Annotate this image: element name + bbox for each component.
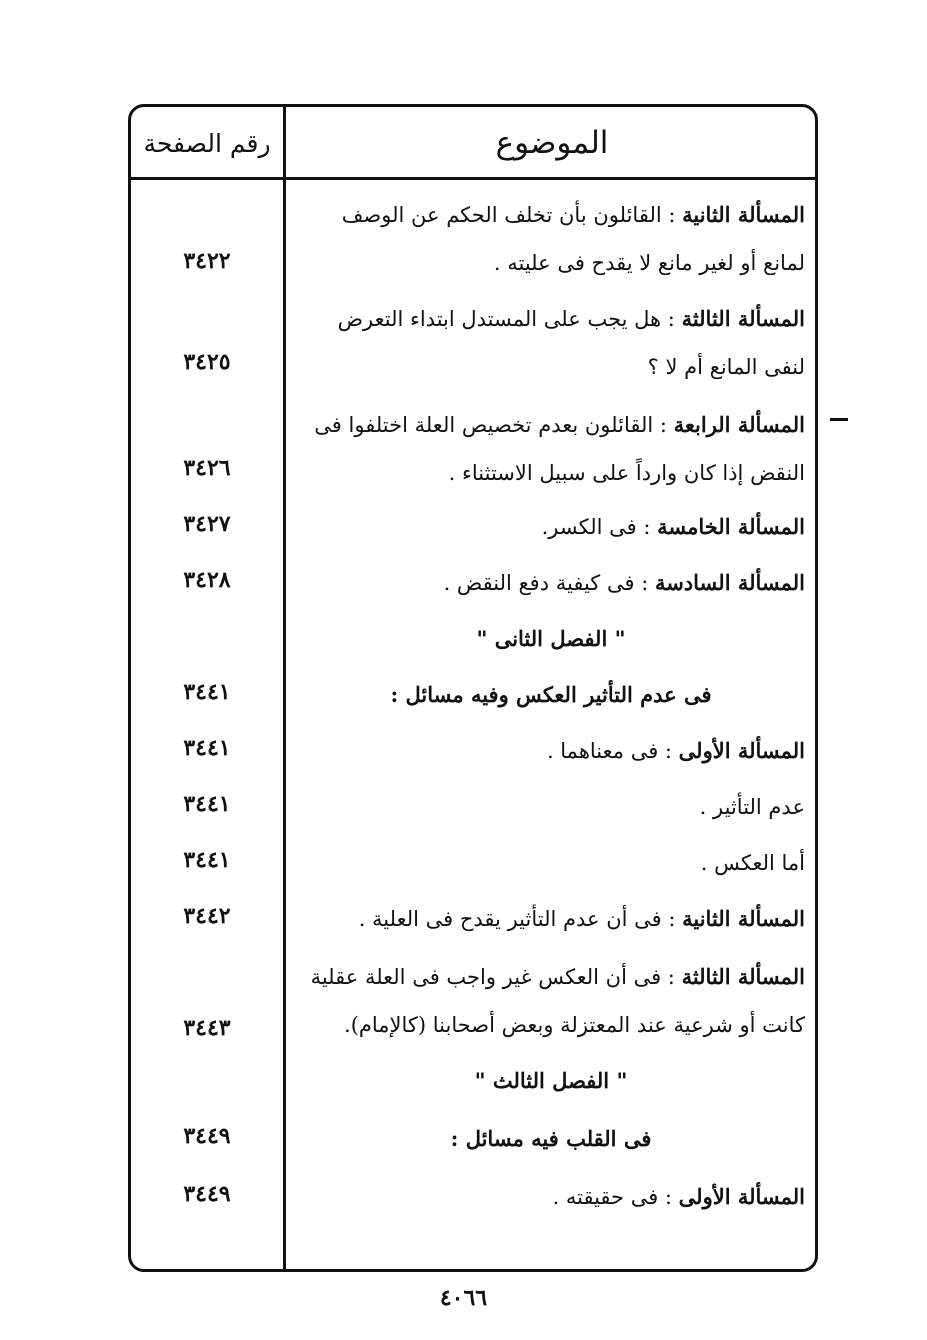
section-title: " الفصل الثالث " [474,1068,628,1093]
toc-label: المسألة الثالثة [681,306,805,331]
toc-page-number: ٣٤٢٦ [183,455,231,481]
toc-label: المسألة الثانية [682,906,805,931]
toc-topic-line: كانت أو شرعية عند المعتزلة وبعض أصحابنا (كالإمام). [344,1013,805,1037]
toc-label: المسألة الثالثة [681,964,805,989]
section-subtitle: فى القلب فيه مسائل : [450,1126,652,1151]
toc-label: المسألة الرابعة [673,412,805,437]
toc-label: المسألة السادسة [654,570,805,595]
toc-topic-line: لمانع أو لغير مانع لا يقدح فى عليته . [493,251,805,275]
toc-page-number: ٣٤٤٣ [183,1015,231,1041]
toc-topic-line: لنفى المانع أم لا ؟ [647,355,805,379]
toc-topic-line: النقض إذا كان وارداً على سبيل الاستثناء . [448,461,805,485]
toc-page-number: ٣٤٢٧ [183,511,231,537]
toc-topic-line: المسألة السادسة : فى كيفية دفع النقض . [443,570,805,595]
toc-topic-line: المسألة الأولى : فى معناهما . [546,738,805,763]
toc-page-number: ٣٤٤٢ [183,903,231,929]
toc-topic-line: المسألة الرابعة : القائلون بعدم تخصيص العلة اختلفوا فى [314,412,805,437]
toc-topic-line: المسألة الأولى : فى حقيقته . [552,1184,805,1209]
section-subtitle: فى عدم التأثير العكس وفيه مسائل : [390,682,712,707]
toc-label: المسألة الخامسة [657,514,805,539]
toc-page-number: ٣٤٤٩ [183,1181,231,1207]
toc-page-number: ٣٤٤٩ [183,1123,231,1149]
toc-label: المسألة الأولى [678,738,805,763]
header-topic: الموضوع [495,125,609,161]
toc-topic-line: المسألة الثالثة : فى أن العكس غير واجب فى العلة عقلية [310,964,805,989]
header-page-number: رقم الصفحة [143,128,271,158]
toc-page-number: ٣٤٤١ [183,679,231,705]
toc-label: المسألة الثانية [682,202,805,227]
toc-page-number: ٣٤٢٥ [183,349,231,375]
toc-topic-line: المسألة الثانية : فى أن عدم التأثير يقدح فى العلية . [358,906,805,931]
toc-page-number: ٣٤٢٨ [183,567,231,593]
toc-page-number: ٣٤٤١ [183,791,231,817]
section-title: " الفصل الثانى " [476,626,626,651]
margin-mark [830,418,848,421]
toc-topic-line: المسألة الثانية : القائلون بأن تخلف الحكم عن الوصف [341,202,805,227]
toc-page-number: ٣٤٤١ [183,735,231,761]
toc-table [128,104,818,1272]
column-divider [283,107,286,1269]
toc-topic-line: المسألة الثالثة : هل يجب على المستدل ابتداء التعرض [337,306,805,331]
header-rule [131,177,815,180]
toc-topic-line: المسألة الخامسة : فى الكسر. [541,514,805,539]
toc-label: المسألة الأولى [678,1184,805,1209]
toc-topic-line: عدم التأثير . [699,795,805,819]
page-number: ٤٠٦٦ [439,1285,488,1311]
toc-page-number: ٣٤٢٢ [183,248,231,274]
toc-topic-line: أما العكس . [700,851,805,875]
toc-page-number: ٣٤٤١ [183,847,231,873]
